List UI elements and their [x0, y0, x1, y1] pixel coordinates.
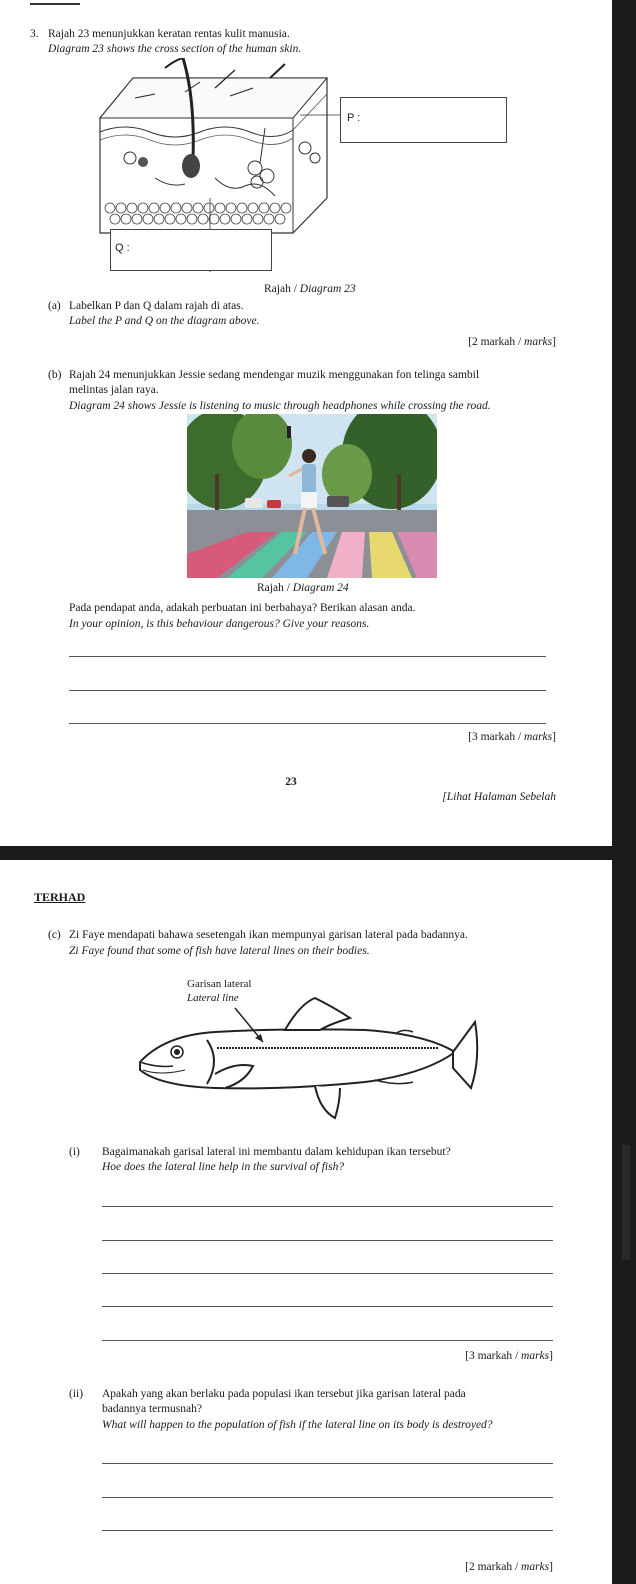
part-a-marks: [2 markah / marks]: [468, 336, 556, 348]
part-c-ii-label: (ii): [69, 1388, 84, 1400]
answer-line[interactable]: [102, 1273, 553, 1274]
answer-line[interactable]: [102, 1206, 553, 1207]
answer-line[interactable]: [102, 1530, 553, 1531]
diagram-24-caption: Rajah / Diagram 24: [257, 582, 349, 594]
diagram-23-caption: Rajah / Diagram 23: [264, 283, 356, 295]
part-b-text-ms-1: Rajah 24 menunjukkan Jessie sedang mendengar muzik menggunakan fon telinga sambil: [69, 369, 480, 381]
fish-label-en: Lateral line: [187, 992, 239, 1004]
answer-line[interactable]: [102, 1306, 553, 1307]
fish-label-ms: Garisan lateral: [187, 978, 252, 990]
terhad-header: TERHAD: [34, 890, 86, 904]
part-a-label: (a): [48, 300, 61, 312]
label-p: P :: [347, 112, 361, 124]
answer-line[interactable]: [102, 1463, 553, 1464]
top-rule: [30, 3, 80, 5]
scrollbar-thumb[interactable]: [622, 1145, 630, 1260]
jessie-crossing-road-photo: [187, 414, 437, 578]
page-number: 23: [285, 776, 297, 788]
part-c-i-text-ms: Bagaimanakah garisal lateral ini membantu dalam kehidupan ikan tersebut?: [102, 1146, 451, 1158]
answer-line[interactable]: [69, 723, 546, 724]
part-b-label: (b): [48, 369, 62, 381]
fish-lateral-line-diagram: [135, 990, 485, 1125]
label-q-box[interactable]: [110, 229, 272, 271]
question-number: 3.: [30, 28, 39, 40]
part-b-marks: [3 markah / marks]: [468, 731, 556, 743]
answer-line[interactable]: [102, 1340, 553, 1341]
part-b-question-en: In your opinion, is this behaviour dangerous? Give your reasons.: [69, 618, 370, 630]
part-c-i-text-en: Hoe does the lateral line help in the survival of fish?: [102, 1161, 345, 1173]
part-c-ii-text-ms-2: badannya termusnah?: [102, 1403, 202, 1415]
page-2: [0, 860, 612, 1584]
q3-intro-en: Diagram 23 shows the cross section of the human skin.: [48, 43, 302, 55]
part-c-i-label: (i): [69, 1146, 80, 1158]
answer-line[interactable]: [102, 1240, 553, 1241]
part-c-ii-text-en: What will happen to the population of fish if the lateral line on its body is destroyed?: [102, 1419, 493, 1431]
part-b-question-ms: Pada pendapat anda, adakah perbuatan ini berbahaya? Berikan alasan anda.: [69, 602, 416, 614]
label-q: Q :: [115, 242, 130, 254]
part-c-text-ms: Zi Faye mendapati bahawa sesetengah ikan mempunyai garisan lateral pada badannya.: [69, 929, 468, 941]
next-page-note: [Lihat Halaman Sebelah: [442, 791, 556, 803]
part-c-text-en: Zi Faye found that some of fish have lateral lines on their bodies.: [69, 945, 370, 957]
q3-intro-ms: Rajah 23 menunjukkan keratan rentas kulit manusia.: [48, 28, 290, 40]
part-c-i-marks: [3 markah / marks]: [465, 1350, 553, 1362]
answer-line[interactable]: [102, 1497, 553, 1498]
label-p-box[interactable]: [340, 97, 507, 143]
part-c-label: (c): [48, 929, 61, 941]
part-b-text-ms-2: melintas jalan raya.: [69, 384, 159, 396]
part-a-text-ms: Labelkan P dan Q dalam rajah di atas.: [69, 300, 244, 312]
part-c-ii-marks: [2 markah / marks]: [465, 1561, 553, 1573]
part-c-ii-text-ms-1: Apakah yang akan berlaku pada populasi ikan tersebut jika garisan lateral pada: [102, 1388, 466, 1400]
part-b-text-en: Diagram 24 shows Jessie is listening to music through headphones while crossing the road.: [69, 400, 491, 412]
part-a-text-en: Label the P and Q on the diagram above.: [69, 315, 260, 327]
answer-line[interactable]: [69, 656, 546, 657]
answer-line[interactable]: [69, 690, 546, 691]
